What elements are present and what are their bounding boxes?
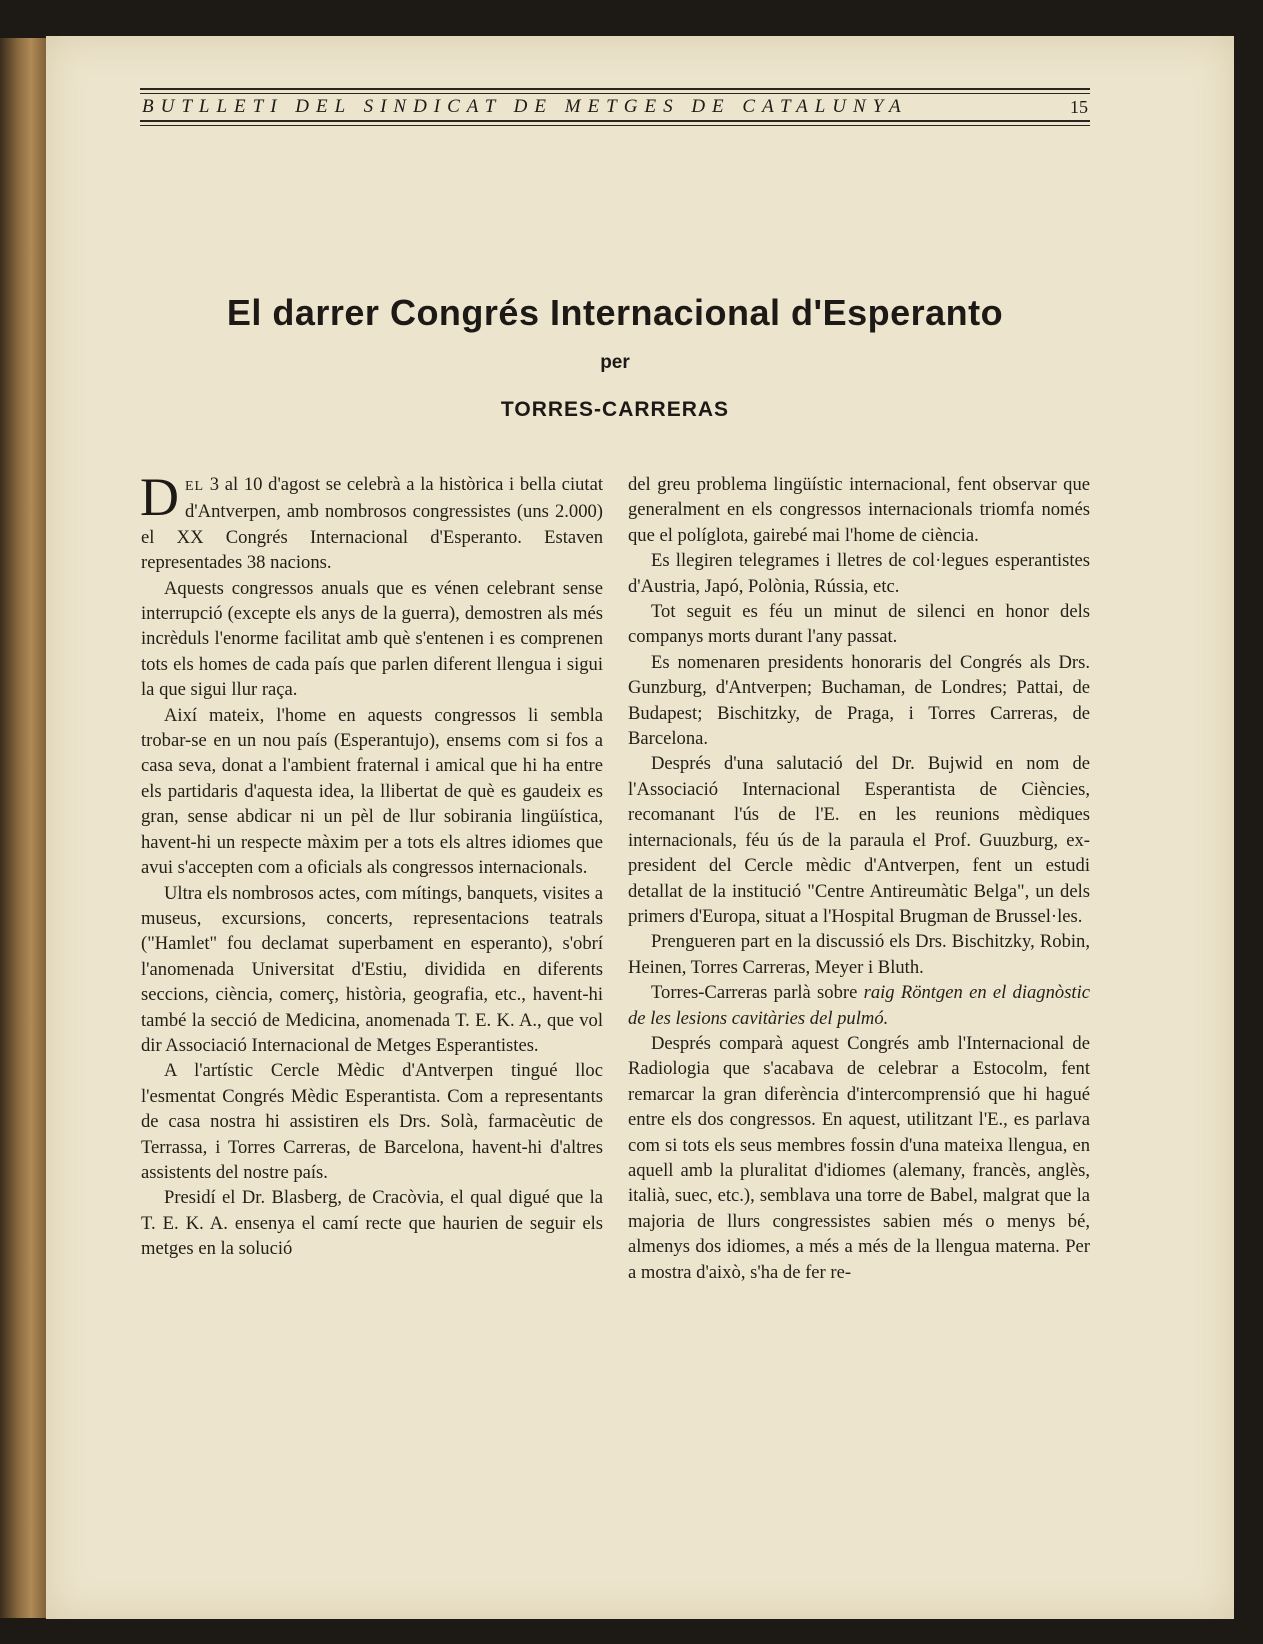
- paragraph: A l'artístic Cercle Mèdic d'Antverpen tingué lloc l'esmentat Congrés Mèdic Esperantista. Com a representants de casa nostra hi assistiren els Drs. Solà, farmacèutic de Terrassa, i Torres Carreras, de Barcelona, havent-hi d'altres assistents del nostre país.: [141, 1060, 603, 1183]
- header-rule-top: [140, 88, 1090, 90]
- paragraph: Ultra els nombrosos actes, com mítings, banquets, visites a museus, excursions, concerts, representacions teatrals ("Hamlet" fou declamat superbament en esperanto), s'obrí l'anomenada Universitat d'Estiu, dividida en diferents seccions, ciència, comerç, història, geografia, etc., havent-hi també la secció de Medicina, anomenada T. E. K. A., que vol dir Associació Internacional de Metges Esperantistes.: [141, 882, 603, 1056]
- paragraph-text: Torres-Carreras parlà sobre: [651, 982, 858, 1004]
- paragraph-text: 3 al 10 d'agost se celebrà a la històrica i bella ciutat d'Antverpen, amb nombrosos congressistes (uns 2.000) el XX Congrés Internacional d'Esperanto. Estaven representades 38 nacions.: [141, 474, 603, 574]
- paragraph: Així mateix, l'home en aquests congressos li sembla trobar-se en un nou país (Esperantujo), ensems com si fos a casa seva, donat a l'ambient fraternal i amical que hi ha entre els partidaris d'aquesta idea, la llibertat de què es gaudeix es gran, sense abdicar ni un pèl de llur sobirania lingüística, havent-hi un respecte màxim per a tots els altres idiomes que avui s'accepten com a oficials als congressos internacionals.: [141, 704, 603, 879]
- paragraph: del greu problema lingüístic internacional, fent observar que generalment en els congressos internacionals triomfa només que el políglota, gairebé mai l'home de ciència.: [628, 474, 1090, 546]
- page-number: 15: [1070, 96, 1088, 117]
- paragraph: Prengueren part en la discussió els Drs. Bischitzky, Robin, Heinen, Torres Carreras, Meyer i Bluth.: [628, 931, 1090, 978]
- journal-title: BUTLLETI DEL SINDICAT DE METGES DE CATALUNYA: [142, 96, 908, 117]
- lecture-title: raig Röntgen en el diagnòstic de les lesions cavitàries del pulmó.: [628, 982, 1091, 1029]
- first-word: EL: [185, 479, 205, 494]
- paragraph: Després comparà aquest Congrés amb l'Internacional de Radiologia que s'acabava de celebrar a Estocolm, fent remarcar la gran diferència d'intercomprensió que hi hagué entre els dos congressos. En aquest, utilitzant l'E., es parlava com si tots els seus membres fossin d'una mateixa llengua, en aquell amb la pluralitat d'idiomes (alemany, francès, anglès, italià, suec, etc.), semblava una torre de Babel, malgrat que la majoria de llurs congressistes sabien més o menys bé, almenys dos idiomes, a més a més de la llengua materna. Per a mostra d'això, s'ha de fer re-: [628, 1032, 1090, 1283]
- paragraph: [628, 980, 1090, 1031]
- header-row: [140, 94, 1090, 120]
- paragraph: Es nomenaren presidents honoraris del Congrés als Drs. Gunzburg, d'Antverpen; Buchaman, de Londres; Pattai, de Budapest; Bischitzky, de Praga, i Torres Carreras, de Barcelona.: [628, 651, 1090, 750]
- paragraph: Aquests congressos anuals que es vénen celebrant sense interrupció (excepte els anys de la guerra), demostren als més incrèduls l'enorme facilitat amb què s'entenen i es comprenen tots els homes de cada país que parlen diferent llengua i sigui la que sigui llur raça.: [141, 577, 603, 701]
- right-column: [628, 472, 1090, 1285]
- header-rule-bottom-thin: [140, 125, 1090, 126]
- article-title: El darrer Congrés Internacional d'Esperanto: [226, 292, 1004, 333]
- paragraph: Tot seguit es féu un minut de silenci en honor dels companys morts durant l'any passat.: [628, 601, 1090, 648]
- drop-cap: D: [140, 467, 179, 527]
- left-column: [140, 467, 603, 1262]
- paragraph: Presidí el Dr. Blasberg, de Cracòvia, el qual digué que la T. E. K. A. ensenya el camí recte que haurien de seguir els metges en la solució: [141, 1187, 603, 1260]
- paragraph: Després d'una salutació del Dr. Bujwid en nom de l'Associació Internacional Esperantista de Ciències, recomanant l'ús de l'E. en les reunions mèdiques internacionals, féu ús de la paraula el Prof. Guuzburg, ex-president del Cercle mèdic d'Antverpen, fent un estudi detallat de la institució "Centre Antireumàtic Belga", un dels primers d'Europa, situat a l'Hospital Brugman de Brussel·les.: [628, 753, 1090, 927]
- article-author: TORRES-CARRERAS: [500, 398, 730, 421]
- book-spine: [0, 38, 52, 1618]
- header-rule-bottom: [140, 120, 1090, 122]
- paragraph: Es llegiren telegrames i lletres de col·legues esperantistes d'Austria, Japó, Polònia, Rússia, etc.: [628, 550, 1090, 597]
- paragraph: [140, 467, 603, 576]
- running-header: [140, 88, 1090, 126]
- article-byline: per: [600, 352, 630, 373]
